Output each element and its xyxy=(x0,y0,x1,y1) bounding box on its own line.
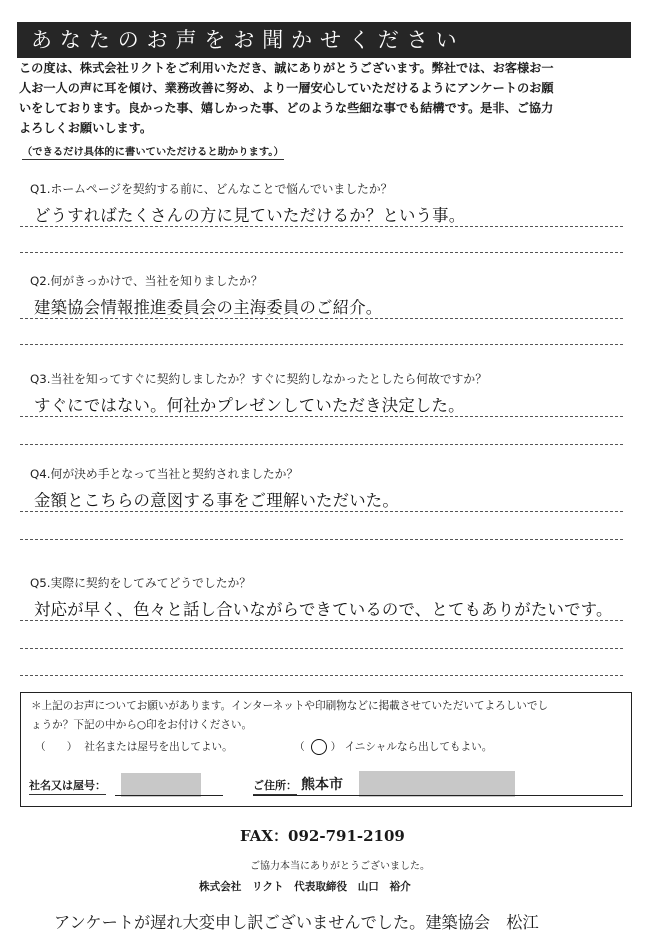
question-label: Q1.ホームページを契約する前に、どんなことで悩んでいましたか？ xyxy=(30,182,393,196)
consent-text xyxy=(31,697,548,735)
survey-title: あなたのお声をお聞かせください xyxy=(31,28,465,52)
answer-line xyxy=(20,344,623,345)
company-name-label: 社名又は屋号： xyxy=(29,777,106,795)
question-answer: 金額とこちらの意図する事をご理解いただいた。 xyxy=(34,491,399,510)
intro-line: よろしくお願いします。 xyxy=(19,121,153,135)
intro-text xyxy=(19,58,633,138)
answer-line xyxy=(20,539,623,540)
question-answer: どうすればたくさんの方に見ていただけるか？という事。 xyxy=(34,206,466,225)
option-paren-close: ） xyxy=(330,741,342,753)
question-label: Q5.実際に契約をしてみてどうでしたか？ xyxy=(30,576,252,590)
option-label: 社名または屋号を出してよい。 xyxy=(84,741,233,753)
answer-line xyxy=(20,620,623,621)
company-signature: 株式会社 リクト 代表取締役 山口 裕介 xyxy=(199,881,411,893)
consent-options xyxy=(35,739,510,755)
option-checkbox[interactable]: （ ） xyxy=(35,741,78,753)
question-answer: 建築協会情報推進委員会の主海委員のご紹介。 xyxy=(34,298,383,317)
fax-number: FAX：092-791-2109 xyxy=(240,827,405,845)
answer-line xyxy=(20,252,623,253)
answer-line xyxy=(20,444,623,445)
selected-circle-icon[interactable] xyxy=(311,739,327,755)
intro-line: いをしております。良かった事、嬉しかった事、どのような些細な事でも結構です。是非、ご協力 xyxy=(19,101,554,115)
handwritten-closing: アンケートが遅れ大変申し訳ございませんでした。建築協会 松江 xyxy=(54,913,539,932)
consent-line: ＊上記のお声についてお願いがあります。インターネットや印刷物などに掲載させていただいてよろしいでし xyxy=(31,700,549,712)
consent-box xyxy=(20,692,632,807)
intro-line: この度は、株式会社リクトをご利用いただき、誠にありがとうございます。弊社では、お客様お一 xyxy=(19,61,554,75)
question-label: Q2.何がきっかけで、当社を知りましたか？ xyxy=(30,274,263,288)
answer-line xyxy=(20,675,623,676)
question-label: Q3.当社を知ってすぐに契約しましたか？すぐに契約しなかったとしたら何故ですか？ xyxy=(30,372,488,386)
survey-title-banner xyxy=(17,22,631,58)
answer-line xyxy=(20,648,623,649)
address-value: 熊本市 xyxy=(301,777,343,793)
address-line xyxy=(253,795,623,796)
answer-line xyxy=(20,511,623,512)
option-label: イニシャルなら出してもよい。 xyxy=(344,741,493,753)
intro-note: （できるだけ具体的に書いていただけると助かります。） xyxy=(22,143,284,160)
answer-line xyxy=(20,226,623,227)
consent-line: ょうか？下記の中から○印をお付けください。 xyxy=(31,719,253,731)
answer-line xyxy=(20,416,623,417)
address-label: ご住所： xyxy=(253,777,297,795)
question-label: Q4.何が決め手となって当社と契約されましたか？ xyxy=(30,467,299,481)
question-answer: すぐにではない。何社かプレゼンしていただき決定した。 xyxy=(34,396,465,415)
company-name-line xyxy=(115,795,223,796)
option-paren-open: （ xyxy=(294,741,305,753)
option-initials[interactable] xyxy=(294,739,492,755)
option-company-name[interactable] xyxy=(35,739,233,754)
thanks-message: ご協力本当にありがとうございました。 xyxy=(250,861,430,872)
redacted-company-name xyxy=(121,773,201,797)
answer-line xyxy=(20,318,623,319)
redacted-address xyxy=(359,771,515,797)
intro-line: 人お一人の声に耳を傾け、業務改善に努め、より一層安心していただけるようにアンケートのお願 xyxy=(19,81,554,95)
question-answer: 対応が早く、色々と話し合いながらできているので、とてもありがたいです。 xyxy=(34,600,613,619)
